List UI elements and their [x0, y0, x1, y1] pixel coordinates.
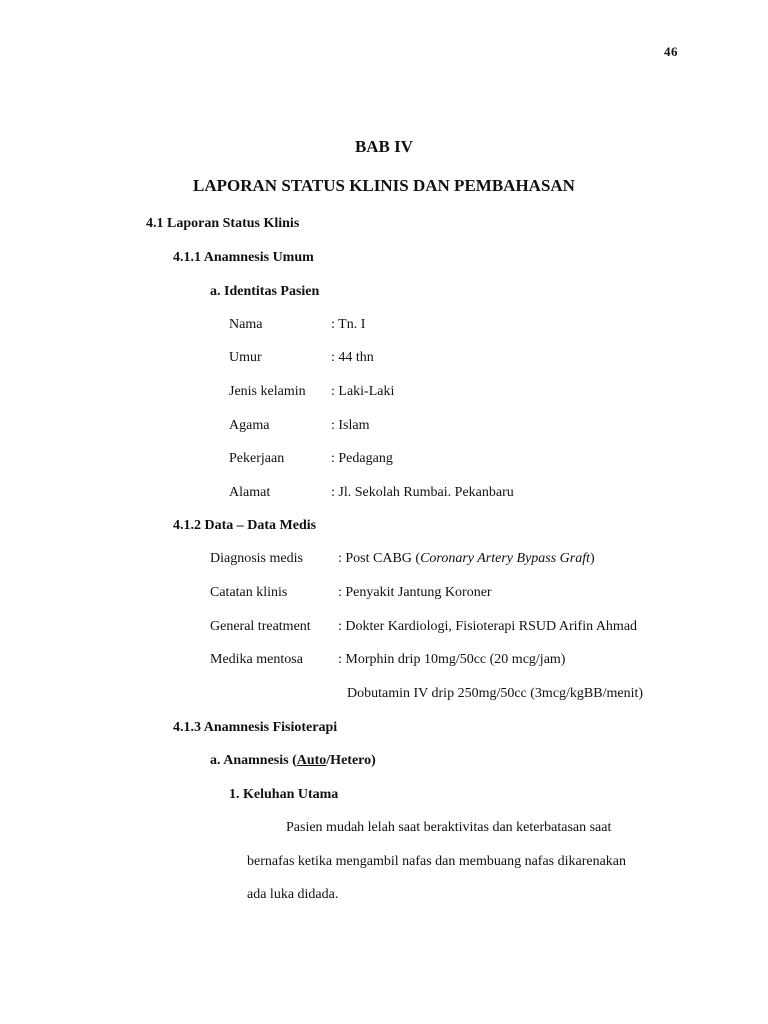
identitas-value: : Laki-Laki [331, 384, 395, 399]
identitas-value: : Pedagang [331, 451, 393, 466]
keluhan-paragraph-line: ada luka didada. [247, 887, 339, 902]
anamnesis-heading [210, 753, 376, 769]
identitas-value: : Jl. Sekolah Rumbai. Pekanbaru [331, 485, 514, 500]
diagnosis-suffix: ) [590, 551, 595, 566]
identitas-label: Alamat [229, 485, 271, 500]
general-treatment-value: : Dokter Kardiologi, Fisioterapi RSUD Arifin Ahmad [338, 619, 638, 634]
medika-value-2: Dobutamin IV drip 250mg/50cc (3mcg/kgBB/menit) [347, 686, 644, 701]
keluhan-paragraph-line: bernafas ketika mengambil nafas dan membuang nafas dikarenakan [247, 854, 627, 869]
identitas-label: Pekerjaan [229, 451, 285, 466]
diagnosis-value [338, 551, 595, 567]
general-treatment-label: General treatment [210, 619, 311, 634]
catatan-value: : Penyakit Jantung Koroner [338, 585, 492, 600]
diagnosis-label: Diagnosis medis [210, 551, 303, 566]
diagnosis-italic: Coronary Artery Bypass Graft [420, 551, 591, 566]
keluhan-paragraph-line: Pasien mudah lelah saat beraktivitas dan keterbatasan saat [286, 820, 612, 835]
identitas-label: Nama [229, 317, 263, 332]
section-4-1-heading: 4.1 Laporan Status Klinis [146, 216, 300, 231]
catatan-label: Catatan klinis [210, 585, 288, 600]
anamnesis-auto: Auto [296, 753, 327, 768]
identitas-heading: a. Identitas Pasien [210, 284, 320, 299]
medika-value-1: : Morphin drip 10mg/50cc (20 mcg/jam) [338, 652, 566, 667]
chapter-title: LAPORAN STATUS KLINIS DAN PEMBAHASAN [193, 176, 575, 195]
diagnosis-prefix: : Post CABG ( [338, 551, 421, 566]
identitas-label: Jenis kelamin [229, 384, 306, 399]
keluhan-heading: 1. Keluhan Utama [229, 787, 339, 802]
medika-label: Medika mentosa [210, 652, 303, 667]
identitas-label: Umur [229, 350, 262, 365]
page-number: 46 [664, 44, 678, 59]
identitas-label: Agama [229, 418, 270, 433]
section-4-1-1-heading: 4.1.1 Anamnesis Umum [173, 250, 314, 265]
section-4-1-2-heading: 4.1.2 Data – Data Medis [173, 518, 317, 533]
anamnesis-prefix: a. Anamnesis ( [210, 753, 297, 768]
identitas-value: : Islam [331, 418, 370, 433]
anamnesis-suffix: /Hetero) [326, 753, 376, 768]
chapter-heading: BAB IV [354, 137, 414, 156]
identitas-value: : 44 thn [331, 350, 374, 365]
section-4-1-3-heading: 4.1.3 Anamnesis Fisioterapi [173, 720, 338, 735]
identitas-value: : Tn. I [331, 317, 366, 332]
